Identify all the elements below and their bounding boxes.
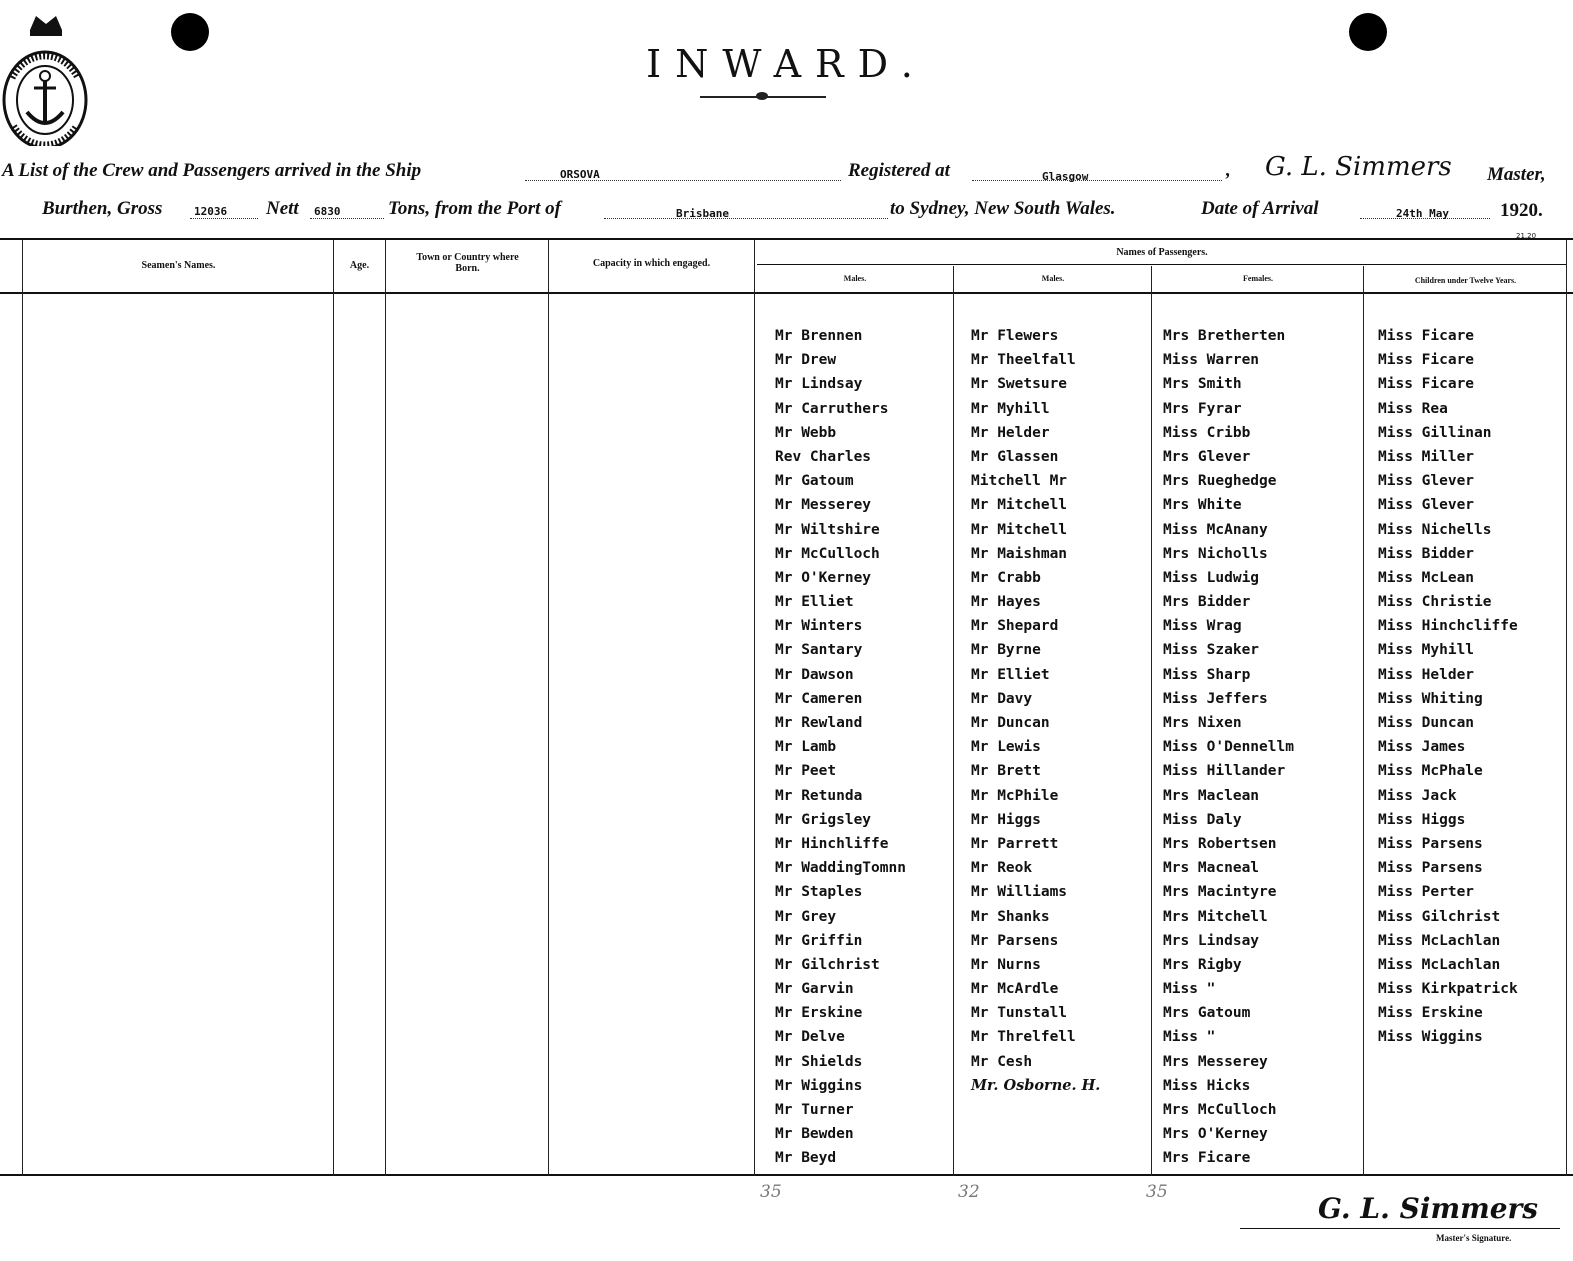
passenger-entry: Mr Elliet [775,594,854,611]
passenger-entry: Miss Gilchrist [1378,908,1501,925]
gross-value: 12036 [194,205,228,218]
passenger-entry: Mr Bewden [775,1126,854,1143]
arrival-label: Date of Arrival [1201,198,1319,219]
passenger-entry: Mr Helder [971,424,1050,441]
passenger-entry: Miss Glever [1378,473,1475,490]
passenger-entry: Mr Williams [971,884,1068,901]
passenger-entry: Miss McAnany [1163,521,1268,538]
col-rule-5 [754,240,755,1176]
passenger-entry: Miss Jack [1378,787,1457,804]
registered-value: Glasgow [1042,170,1089,183]
passenger-entry: Miss Warren [1163,352,1260,369]
passenger-entry: Miss Duncan [1378,715,1475,731]
passenger-entry: Rev Charles [775,448,872,465]
males-column-1 [775,324,906,1171]
passenger-entry: Mrs Fyrar [1163,400,1242,417]
passenger-entry: Mr Staples [775,884,863,901]
passenger-entry: Miss Whiting [1378,690,1483,707]
passenger-entry: Miss Nichells [1378,521,1492,538]
passenger-entry: Miss McLean [1378,569,1475,586]
passenger-entry: Mr Mitchell [971,497,1068,514]
passenger-entry: Miss McLachlan [1378,956,1501,973]
from-port-value: Brisbane [676,207,729,220]
passenger-entry: Mrs Maclean [1163,787,1260,804]
passenger-entry: Mr Santary [775,642,863,659]
table-header-rule [0,292,1573,294]
passenger-entry: Mr Mitchell [971,521,1068,538]
passenger-entry: Mrs O'Kerney [1163,1126,1268,1143]
passenger-entry: Miss Wrag [1163,618,1242,635]
passenger-entry: Miss Daly [1163,811,1242,828]
passenger-entry: Mr Retunda [775,787,863,804]
passenger-entry: Mr Cameren [775,690,863,707]
passenger-entry: Miss Gillinan [1378,424,1492,441]
passenger-entry: Mrs Mitchell [1163,908,1268,925]
master-signature: G. L. Simmers [1318,1192,1539,1225]
col-header-passengers: Names of Passengers. [1116,247,1208,258]
passenger-entry: Mrs Gatoum [1163,1005,1251,1022]
passenger-entry: Mr Parrett [971,835,1059,852]
passenger-entry: Mr Parsens [971,932,1059,949]
passenger-entry: Mr Byrne [971,642,1041,659]
passenger-entry: Miss Higgs [1378,811,1466,828]
passenger-entry: Mrs Messerey [1163,1053,1268,1070]
passenger-entry: Mrs Nicholls [1163,545,1268,562]
passenger-entry: Miss Cribb [1163,424,1251,441]
passenger-entry: Mr Rewland [775,715,863,731]
col-rule-3 [385,240,386,1176]
passenger-entry: Mr Messerey [775,497,872,514]
passenger-entry: Mr Theelfall [971,352,1076,369]
passenger-entry: Mr Gilchrist [775,956,880,973]
col-rule-9 [1566,240,1567,1176]
passenger-entry: Miss Sharp [1163,666,1251,683]
passenger-entry: Mitchell Mr [971,473,1068,490]
col-rule-1 [22,240,23,1176]
passenger-entry: Mr Hayes [971,594,1041,611]
passenger-entry: Mr Duncan [971,715,1050,731]
passenger-entry: Miss Ficare [1378,328,1475,344]
burthen-label: Burthen, Gross [42,198,163,219]
passenger-entry: Mr Lindsay [775,376,863,393]
children-column [1378,324,1518,1050]
passenger-entry: Mr Glassen [971,448,1059,465]
from-port-field [604,198,888,219]
passenger-entry: Miss Miller [1378,448,1475,465]
passenger-entry: Miss Kirkpatrick [1378,981,1518,998]
passenger-entry: Mr Griffin [775,932,863,949]
passenger-entry: Mr Grigsley [775,811,872,828]
arrival-year: 1920. [1500,200,1543,221]
col-rule-8 [1363,266,1364,1176]
passenger-entry: Mr Lewis [971,739,1041,756]
passenger-entry: Mr Tunstall [971,1005,1068,1022]
col-rule-2 [333,240,334,1176]
passenger-entry: Miss Jeffers [1163,690,1268,707]
signature-label: Master's Signature. [1436,1233,1512,1243]
passenger-entry: Mr Wiltshire [775,521,880,538]
passenger-entry: Mr Webb [775,424,837,441]
passenger-entry: Mr Wiggins [775,1077,863,1094]
passenger-entry: Mr Erskine [775,1005,863,1022]
passenger-entry: Miss Hicks [1163,1077,1251,1094]
passenger-entry: Mr Carruthers [775,400,889,417]
passenger-entry: Miss Parsens [1378,835,1483,852]
comma: , [1226,160,1231,181]
passenger-entry: Mrs Glever [1163,448,1251,465]
passenger-entry: Miss Erskine [1378,1005,1483,1022]
passenger-entry: Miss Perter [1378,884,1475,901]
passenger-entry: Miss Wiggins [1378,1029,1483,1046]
col-header-town: Town or Country where Born. [416,252,519,274]
passenger-entry: Miss James [1378,739,1466,756]
passenger-entry: Mr Swetsure [971,376,1068,393]
passenger-entry: Mr Gatoum [775,473,854,490]
col-rule-7 [1151,266,1152,1176]
passenger-entry: Mr Crabb [971,569,1041,586]
passenger-entry: Miss Parsens [1378,860,1483,877]
passenger-entry: Miss Ficare [1378,352,1475,369]
passenger-entry: Mr Davy [971,690,1033,707]
passenger-entry: Mr Garvin [775,981,854,998]
col-header-males-1: Males. [843,274,867,283]
passenger-entry: Mrs Bidder [1163,594,1251,611]
signature-line [1240,1228,1560,1229]
passenger-entry: Mr Grey [775,908,837,925]
passenger-entry: Mr Brett [971,763,1041,780]
to-label: to Sydney, New South Wales. [890,198,1116,219]
col-rule-4 [548,240,549,1176]
passenger-entry: Mrs Nixen [1163,715,1242,731]
males-column-2 [971,324,1100,1098]
passenger-entry: Mrs Robertsen [1163,835,1277,852]
passenger-entry: Mr Shanks [971,908,1050,925]
passenger-entry: Mr Shields [775,1053,863,1070]
col-header-females: Females. [1243,274,1273,283]
passenger-entry: Mr Threlfell [971,1029,1076,1046]
col-rule-6 [953,266,954,1176]
passenger-entry: Mrs McCulloch [1163,1102,1277,1118]
passenger-entry: Mrs Lindsay [1163,932,1260,949]
passenger-entry: Mr McCulloch [775,545,880,562]
passenger-entry: Mrs Macneal [1163,860,1260,877]
passenger-entry: Miss Ludwig [1163,569,1260,586]
ship-value: ORSOVA [560,168,600,181]
passenger-entry: Mrs White [1163,497,1242,514]
passenger-entry: Mrs Rigby [1163,956,1242,973]
passenger-entry: Mr Cesh [971,1053,1033,1070]
passenger-entry: Mrs Macintyre [1163,884,1277,901]
tons-label: Tons, from the Port of [388,198,561,219]
total-males-1: 35 [760,1182,782,1202]
total-males-2: 32 [958,1182,980,1202]
passenger-entry: Miss Myhill [1378,642,1475,659]
passenger-entry: Mr Myhill [971,400,1050,417]
passenger-entry: Mr Brennen [775,328,863,344]
passenger-entry: Miss Christie [1378,594,1492,611]
arrival-value: 24th May [1396,207,1449,220]
passenger-entry: Mr McArdle [971,981,1059,998]
passenger-entry: Mr Reok [971,860,1033,877]
passenger-entry: Miss " [1163,1029,1216,1046]
passenger-entry: Miss Hillander [1163,763,1286,780]
passenger-entry: Mrs Bretherten [1163,328,1286,344]
passenger-entry: Miss Ficare [1378,376,1475,393]
col-header-males-2: Males. [1041,274,1065,283]
passenger-entry: Miss McLachlan [1378,932,1501,949]
table-top-rule [0,238,1573,240]
total-females: 35 [1146,1182,1168,1202]
title-ornament-dot [756,92,768,100]
master-label: Master, [1487,164,1546,185]
passenger-entry: Miss Rea [1378,400,1448,417]
passenger-entry: Mr WaddingTomnn [775,860,906,877]
passenger-entry: Mr Higgs [971,811,1041,828]
col-header-children: Children under Twelve Years. [1414,276,1517,285]
passenger-entry: Mr Elliet [971,666,1050,683]
passenger-entry: Mr Beyd [775,1150,837,1167]
passenger-entry: Mr Flewers [971,328,1059,344]
col-header-seamen: Seamen's Names. [141,260,216,271]
passenger-entry: Miss Glever [1378,497,1475,514]
passenger-entry: Mrs Smith [1163,376,1242,393]
page-title: INWARD. [646,42,927,86]
master-handwritten-name: G. L. Simmers [1265,152,1452,182]
passenger-entry: Mr Dawson [775,666,854,683]
passengers-subrule [757,264,1567,265]
passenger-entry: Miss " [1163,981,1216,998]
list-heading: A List of the Crew and Passengers arrived in the Ship [2,160,422,181]
passenger-entry: Mrs Rueghedge [1163,473,1277,490]
handwritten-passenger-entry: Mr. Osborne. H. [971,1076,1101,1094]
passenger-entry: Mr Turner [775,1102,854,1118]
passenger-entry: Mr Lamb [775,739,837,756]
passenger-entry: Mr McPhile [971,787,1059,804]
passenger-entry: Miss Bidder [1378,545,1475,562]
table-bottom-rule [0,1174,1573,1176]
nett-value: 6830 [314,205,341,218]
passenger-entry: Mr Winters [775,618,863,635]
passenger-entry: Mr Peet [775,763,837,780]
passenger-entry: Miss Szaker [1163,642,1260,659]
registered-label: Registered at [848,160,950,181]
nett-label: Nett [266,198,299,219]
passenger-entry: Mr Drew [775,352,837,369]
col-header-age: Age. [349,260,370,271]
col-header-capacity: Capacity in which engaged. [592,258,711,269]
passenger-entry: Mr Delve [775,1029,845,1046]
passenger-entry: Mr Hinchliffe [775,835,889,852]
passenger-entry: Mr Maishman [971,545,1068,562]
passenger-entry: Mr Shepard [971,618,1059,635]
passenger-entry: Miss O'Dennellm [1163,739,1294,756]
form-code: 21.20 [1516,232,1537,240]
passenger-entry: Mr Nurns [971,956,1041,973]
passenger-entry: Miss Hinchcliffe [1378,618,1518,635]
passenger-entry: Miss Helder [1378,666,1475,683]
registered-field [972,160,1222,181]
passenger-entry: Mrs Ficare [1163,1150,1251,1167]
passenger-entry: Mr O'Kerney [775,569,872,586]
passenger-entry: Miss McPhale [1378,763,1483,780]
females-column [1163,324,1294,1171]
